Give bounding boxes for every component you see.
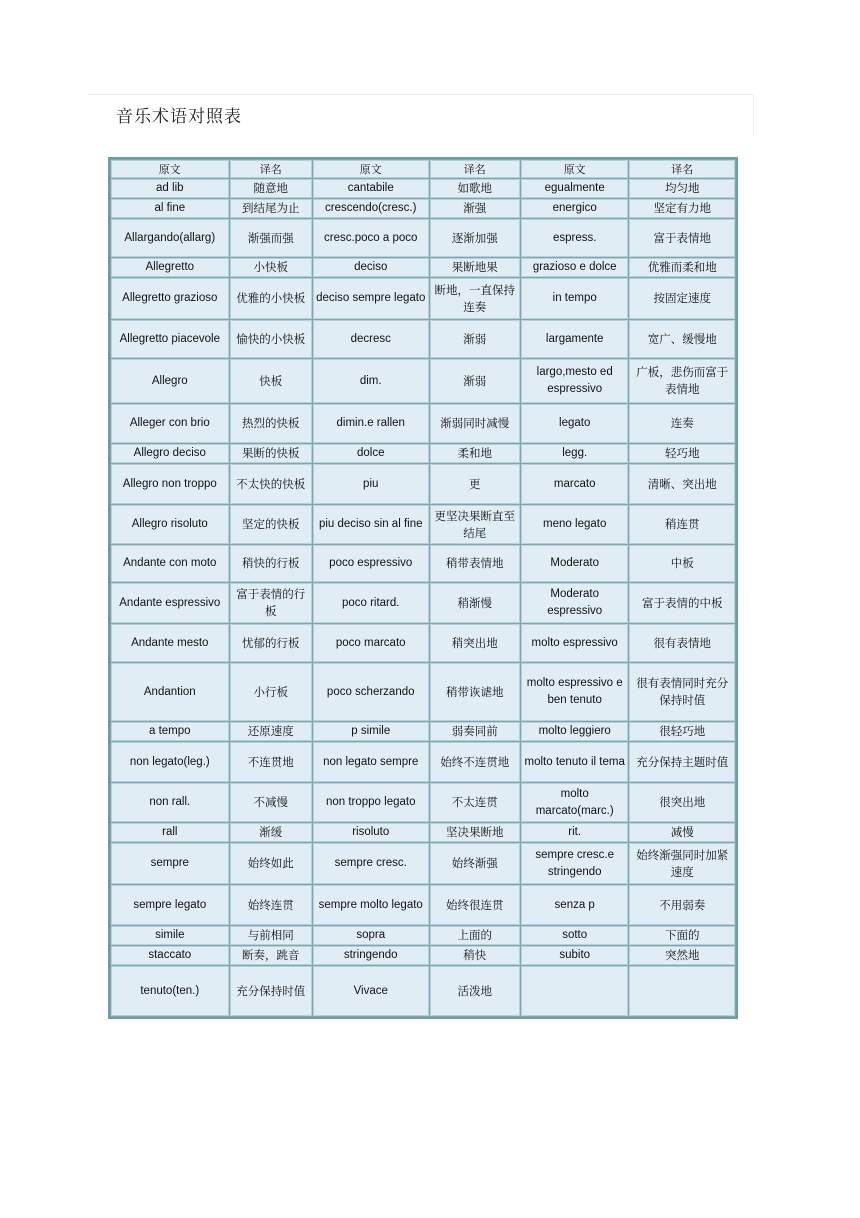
- term-translation: 稍渐慢: [430, 583, 520, 623]
- table-row: [111, 843, 735, 884]
- table-row: [111, 464, 735, 504]
- term-original: stringendo: [313, 946, 429, 965]
- term-translation: 不用弱奏: [629, 885, 735, 925]
- term-original: deciso sempre legato: [313, 278, 429, 319]
- table-row: [111, 742, 735, 782]
- term-original: non troppo legato: [313, 783, 429, 822]
- term-original: molto espressivo e ben tenuto: [521, 663, 629, 721]
- terms-table: [110, 159, 736, 1017]
- table-row: [111, 663, 735, 721]
- term-translation: 更: [430, 464, 520, 504]
- term-original: crescendo(cresc.): [313, 199, 429, 218]
- term-original: cresc.poco a poco: [313, 219, 429, 257]
- term-translation: 宽广、缓慢地: [629, 320, 735, 358]
- term-translation: 更坚决果断直至结尾: [430, 505, 520, 544]
- term-original: sotto: [521, 926, 629, 945]
- term-original: Allegro non troppo: [111, 464, 229, 504]
- table-row: [111, 722, 735, 741]
- term-translation: 上面的: [430, 926, 520, 945]
- term-translation: 稍突出地: [430, 624, 520, 662]
- term-translation: 充分保持时值: [230, 966, 312, 1016]
- term-original: piu deciso sin al fine: [313, 505, 429, 544]
- term-translation: 忧郁的行板: [230, 624, 312, 662]
- term-original: non legato sempre: [313, 742, 429, 782]
- table-row: [111, 359, 735, 403]
- term-translation: 如歌地: [430, 179, 520, 198]
- term-translation: 很有表情地: [629, 624, 735, 662]
- term-translation: 稍连贯: [629, 505, 735, 544]
- table-row: [111, 505, 735, 544]
- term-translation: 优雅而柔和地: [629, 258, 735, 277]
- term-translation: 均匀地: [629, 179, 735, 198]
- term-translation: 始终连贯: [230, 885, 312, 925]
- term-original: rall: [111, 823, 229, 842]
- term-original: Allegretto piacevole: [111, 320, 229, 358]
- term-translation: 富于表情的行板: [230, 583, 312, 623]
- header-original: 原文: [521, 160, 629, 178]
- table-row: [111, 278, 735, 319]
- table-row: [111, 444, 735, 463]
- term-translation: 愉快的小快板: [230, 320, 312, 358]
- term-translation: 热烈的快板: [230, 404, 312, 443]
- page-title: 音乐术语对照表: [116, 107, 242, 127]
- table-row: [111, 219, 735, 257]
- term-translation: 小行板: [230, 663, 312, 721]
- term-original: molto leggiero: [521, 722, 629, 741]
- term-original: sempre cresc.: [313, 843, 429, 884]
- term-original: deciso: [313, 258, 429, 277]
- term-translation: 始终渐强同时加紧速度: [629, 843, 735, 884]
- term-original: decresc: [313, 320, 429, 358]
- term-translation: 富于表情地: [629, 219, 735, 257]
- term-translation: 小快板: [230, 258, 312, 277]
- term-original: rit.: [521, 823, 629, 842]
- term-original: non legato(leg.): [111, 742, 229, 782]
- term-translation: 渐弱: [430, 359, 520, 403]
- term-translation: 稍快: [430, 946, 520, 965]
- term-translation: 到结尾为止: [230, 199, 312, 218]
- term-original: sempre legato: [111, 885, 229, 925]
- table-row: [111, 179, 735, 198]
- term-original: Allargando(allarg): [111, 219, 229, 257]
- term-translation: 随意地: [230, 179, 312, 198]
- term-original: energico: [521, 199, 629, 218]
- term-translation: 始终很连贯: [430, 885, 520, 925]
- term-original: Allegretto grazioso: [111, 278, 229, 319]
- term-original: dolce: [313, 444, 429, 463]
- term-translation: 还原速度: [230, 722, 312, 741]
- term-translation: 稍带表情地: [430, 545, 520, 582]
- term-original: largo,mesto ed espressivo: [521, 359, 629, 403]
- term-original: espress.: [521, 219, 629, 257]
- term-original: subito: [521, 946, 629, 965]
- table-row: [111, 258, 735, 277]
- term-translation: 断地，一直保持连奏: [430, 278, 520, 319]
- term-original: meno legato: [521, 505, 629, 544]
- term-translation: 下面的: [629, 926, 735, 945]
- term-original: sempre: [111, 843, 229, 884]
- term-original: piu: [313, 464, 429, 504]
- term-original: simile: [111, 926, 229, 945]
- header-translation: 译名: [230, 160, 312, 178]
- term-translation: 逐渐加强: [430, 219, 520, 257]
- term-original: Andantion: [111, 663, 229, 721]
- term-translation: 富于表情的中板: [629, 583, 735, 623]
- term-original: marcato: [521, 464, 629, 504]
- term-original: Moderato espressivo: [521, 583, 629, 623]
- term-translation: [629, 966, 735, 1016]
- term-original: poco espressivo: [313, 545, 429, 582]
- term-original: Andante mesto: [111, 624, 229, 662]
- term-translation: 减慢: [629, 823, 735, 842]
- term-translation: 坚决果断地: [430, 823, 520, 842]
- term-original: cantabile: [313, 179, 429, 198]
- terms-table-wrapper: [108, 157, 738, 1019]
- term-translation: 活泼地: [430, 966, 520, 1016]
- table-row: [111, 926, 735, 945]
- table-row: [111, 783, 735, 822]
- term-translation: 稍快的行板: [230, 545, 312, 582]
- term-translation: 始终不连贯地: [430, 742, 520, 782]
- table-row: [111, 545, 735, 582]
- term-translation: 快板: [230, 359, 312, 403]
- term-original: [521, 966, 629, 1016]
- term-original: molto tenuto il tema: [521, 742, 629, 782]
- term-original: molto marcato(marc.): [521, 783, 629, 822]
- term-translation: 不连贯地: [230, 742, 312, 782]
- term-original: Allegretto: [111, 258, 229, 277]
- table-row: [111, 946, 735, 965]
- header-original: 原文: [111, 160, 229, 178]
- header-translation: 译名: [430, 160, 520, 178]
- term-translation: 轻巧地: [629, 444, 735, 463]
- term-original: staccato: [111, 946, 229, 965]
- term-original: p simile: [313, 722, 429, 741]
- term-translation: 弱奏同前: [430, 722, 520, 741]
- term-translation: 很突出地: [629, 783, 735, 822]
- term-original: Andante espressivo: [111, 583, 229, 623]
- term-original: Allegro risoluto: [111, 505, 229, 544]
- term-translation: 与前相同: [230, 926, 312, 945]
- term-translation: 渐弱同时减慢: [430, 404, 520, 443]
- term-translation: 坚定有力地: [629, 199, 735, 218]
- term-translation: 清晰、突出地: [629, 464, 735, 504]
- term-original: al fine: [111, 199, 229, 218]
- term-original: grazioso e dolce: [521, 258, 629, 277]
- table-row: [111, 885, 735, 925]
- term-translation: 很轻巧地: [629, 722, 735, 741]
- term-original: Allegro: [111, 359, 229, 403]
- term-translation: 果断地果: [430, 258, 520, 277]
- term-original: poco marcato: [313, 624, 429, 662]
- term-translation: 始终渐强: [430, 843, 520, 884]
- term-translation: 广板，悲伤而富于表情地: [629, 359, 735, 403]
- term-translation: 果断的快板: [230, 444, 312, 463]
- term-original: dimin.e rallen: [313, 404, 429, 443]
- term-original: poco ritard.: [313, 583, 429, 623]
- table-row: [111, 199, 735, 218]
- term-original: legg.: [521, 444, 629, 463]
- term-original: egualmente: [521, 179, 629, 198]
- term-original: largamente: [521, 320, 629, 358]
- table-row: [111, 404, 735, 443]
- term-original: Andante con moto: [111, 545, 229, 582]
- term-translation: 始终如此: [230, 843, 312, 884]
- term-translation: 渐强而强: [230, 219, 312, 257]
- table-row: [111, 823, 735, 842]
- table-row: [111, 624, 735, 662]
- term-original: ad lib: [111, 179, 229, 198]
- term-original: poco scherzando: [313, 663, 429, 721]
- table-row: [111, 583, 735, 623]
- term-original: sempre molto legato: [313, 885, 429, 925]
- term-translation: 不减慢: [230, 783, 312, 822]
- term-translation: 很有表情同时充分保持时值: [629, 663, 735, 721]
- term-original: senza p: [521, 885, 629, 925]
- term-translation: 渐缓: [230, 823, 312, 842]
- term-translation: 不太快的快板: [230, 464, 312, 504]
- term-translation: 充分保持主题时值: [629, 742, 735, 782]
- term-original: Vivace: [313, 966, 429, 1016]
- term-translation: 中板: [629, 545, 735, 582]
- header-original: 原文: [313, 160, 429, 178]
- term-translation: 不太连贯: [430, 783, 520, 822]
- term-original: Alleger con brio: [111, 404, 229, 443]
- term-original: in tempo: [521, 278, 629, 319]
- term-original: a tempo: [111, 722, 229, 741]
- term-original: molto espressivo: [521, 624, 629, 662]
- term-original: sempre cresc.e stringendo: [521, 843, 629, 884]
- term-translation: 坚定的快板: [230, 505, 312, 544]
- table-row: [111, 966, 735, 1016]
- term-translation: 稍带诙谑地: [430, 663, 520, 721]
- term-translation: 柔和地: [430, 444, 520, 463]
- term-translation: 渐强: [430, 199, 520, 218]
- term-translation: 连奏: [629, 404, 735, 443]
- header-row: [111, 160, 735, 178]
- term-original: risoluto: [313, 823, 429, 842]
- term-translation: 断奏，跳音: [230, 946, 312, 965]
- term-original: dim.: [313, 359, 429, 403]
- term-original: sopra: [313, 926, 429, 945]
- term-original: legato: [521, 404, 629, 443]
- term-original: non rall.: [111, 783, 229, 822]
- term-translation: 突然地: [629, 946, 735, 965]
- term-translation: 按固定速度: [629, 278, 735, 319]
- term-original: Allegro deciso: [111, 444, 229, 463]
- term-original: tenuto(ten.): [111, 966, 229, 1016]
- header-translation: 译名: [629, 160, 735, 178]
- term-translation: 渐弱: [430, 320, 520, 358]
- term-original: Moderato: [521, 545, 629, 582]
- term-translation: 优雅的小快板: [230, 278, 312, 319]
- table-row: [111, 320, 735, 358]
